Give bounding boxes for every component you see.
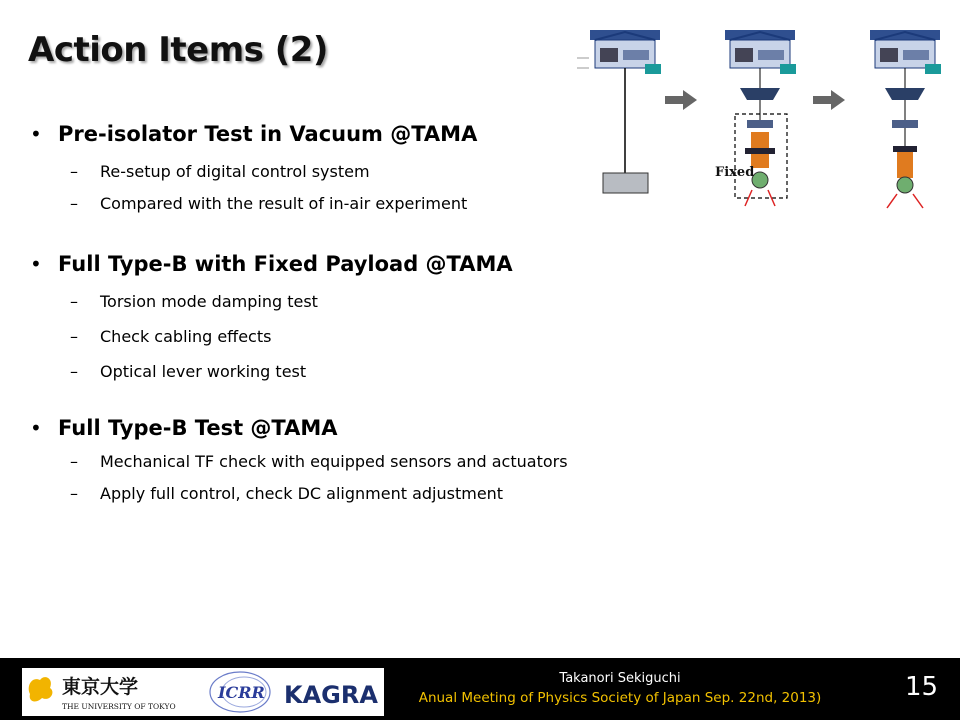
suspension-diagram (575, 28, 960, 213)
bullet-item (30, 250, 513, 278)
dash-icon: – (70, 362, 78, 381)
sub-item (70, 194, 477, 214)
sub-text: Compared with the result of in-air experiment (100, 194, 468, 213)
footer-logos (22, 668, 384, 716)
utokyo-en-text: THE UNIVERSITY OF TOKYO (62, 702, 176, 711)
bullet-item (30, 414, 568, 442)
sub-item (70, 452, 568, 472)
arrow-right-icon (665, 90, 697, 110)
page-number: 15 (905, 672, 939, 702)
arrow-right-icon (813, 90, 845, 110)
footer-author: Takanori Sekiguchi (559, 671, 681, 686)
full-type-b-illustration (870, 30, 941, 208)
dash-icon: – (70, 292, 78, 311)
bullet-group-1 (30, 120, 477, 214)
slide-title: Action Items (2) (28, 30, 328, 70)
sub-text: Check cabling effects (100, 327, 272, 346)
bullet-item (30, 120, 477, 148)
kagra-logo (284, 681, 378, 709)
utokyo-jp-text: 東京大学 (62, 676, 139, 698)
bullet-dot-icon: • (30, 416, 42, 440)
footer-meeting: Anual Meeting of Physics Society of Japan Sep. 22nd, 2013) (418, 690, 822, 706)
sub-text: Re-setup of digital control system (100, 162, 370, 181)
bullet-dot-icon: • (30, 122, 42, 146)
bullet-group-3 (30, 414, 568, 504)
fixed-label: Fixed (715, 165, 755, 180)
bullet-group-2 (30, 250, 513, 382)
icrr-text: ICRR (218, 683, 265, 702)
icrr-logo (210, 672, 270, 712)
kagra-text: KAGRA (284, 681, 378, 709)
sub-item (70, 362, 513, 382)
sub-text: Torsion mode damping test (100, 292, 318, 311)
pre-isolator-illustration (577, 30, 661, 193)
dash-icon: – (70, 484, 78, 503)
utokyo-logo (29, 675, 176, 711)
bullet-text: Pre-isolator Test in Vacuum @TAMA (58, 122, 478, 146)
sub-text: Mechanical TF check with equipped sensors and actuators (100, 452, 568, 471)
sub-item (70, 292, 513, 312)
sub-text: Apply full control, check DC alignment adjustment (100, 484, 504, 503)
dash-icon: – (70, 194, 78, 213)
sub-item (70, 327, 513, 347)
fixed-payload-illustration (715, 30, 796, 206)
bullet-dot-icon: • (30, 252, 42, 276)
bullet-text: Full Type-B with Fixed Payload @TAMA (58, 252, 513, 276)
dash-icon: – (70, 327, 78, 346)
sub-text: Optical lever working test (100, 362, 307, 381)
dash-icon: – (70, 162, 78, 181)
dash-icon: – (70, 452, 78, 471)
sub-item (70, 484, 568, 504)
bullet-text: Full Type-B Test @TAMA (58, 416, 338, 440)
sub-item (70, 162, 477, 182)
